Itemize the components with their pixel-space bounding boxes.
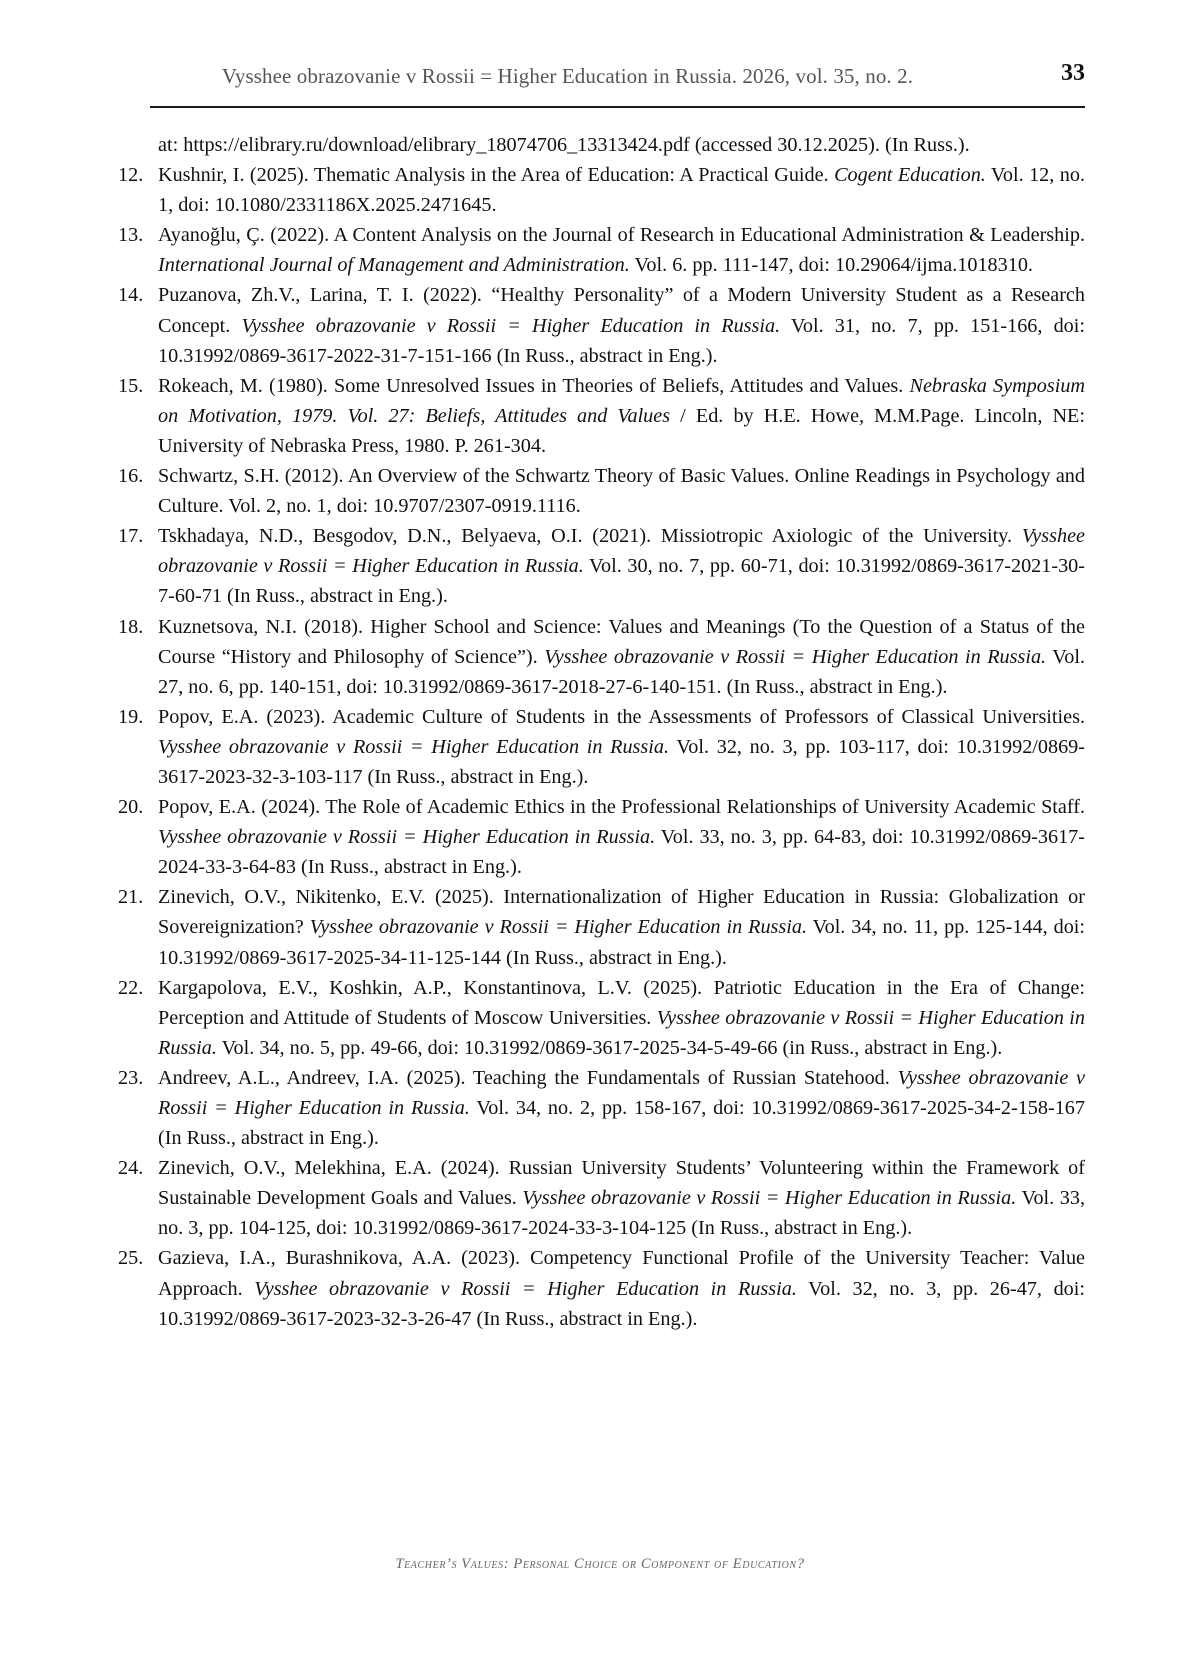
reference-segment: Vol. 32, no. 3, pp. 26-47, doi: 10.31992/0869-3617-2023-32-3-26-47 (In Russ., abstract in Eng.). [158, 1277, 1085, 1330]
reference-segment: Vol. 34, no. 2, pp. 158-167, doi: 10.31992/0869-3617-2025-34-2-158-167 (In Russ., abstract in Eng.). [158, 1097, 1085, 1150]
reference-item [118, 280, 1085, 370]
reference-text [158, 702, 1085, 792]
reference-segment: Andreev, A.L., Andreev, I.A. (2025). Teaching the Fundamentals of Russian Statehood. [158, 1066, 898, 1089]
reference-item [118, 461, 1085, 521]
reference-segment: Zinevich, O.V., Melekhina, E.A. (2024). Russian University Students’ Volunteering within the Framework of Sustainable Development Goals and Values. [158, 1157, 1085, 1210]
reference-number: 18. [118, 615, 144, 638]
running-footer: Teacher’s Values: Personal Choice or Component of Education? [395, 1556, 805, 1572]
reference-item [118, 702, 1085, 792]
reference-segment: Vol. 33, no. 3, pp. 104-125, doi: 10.31992/0869-3617-2024-33-3-104-125 (In Russ., abstract in Eng.). [158, 1187, 1085, 1240]
journal-title: Vysshee obrazovanie v Rossii = Higher Education in Russia. 2026, vol. 35, no. 2. [221, 64, 914, 88]
reference-source-title: Vysshee obrazovanie v Rossii = Higher Education in Russia. [241, 314, 781, 337]
reference-text [158, 973, 1085, 1063]
reference-list [118, 130, 1085, 1334]
reference-segment: Vol. 33, no. 3, pp. 64-83, doi: 10.31992/0869-3617-2024-33-3-64-83 (In Russ., abstract in Eng.). [158, 826, 1085, 879]
reference-number: 23. [118, 1066, 144, 1089]
reference-source-title: Vysshee obrazovanie v Rossii = Higher Education in Russia. [158, 826, 656, 849]
reference-segment: at: https://elibrary.ru/download/elibrary_18074706_13313424.pdf (accessed 30.12.2025). (In Russ.). [158, 134, 970, 156]
reference-item [118, 1153, 1085, 1243]
reference-segment: Vol. 34, no. 11, pp. 125-144, doi: 10.31992/0869-3617-2025-34-11-125-144 (In Russ., abstract in Eng.). [158, 916, 1086, 969]
reference-number: 21. [118, 886, 144, 909]
reference-source-title: Nebraska Symposium on Motivation, 1979. Vol. 27: Beliefs, Attitudes and Values [158, 374, 1085, 427]
reference-item [118, 371, 1085, 461]
reference-source-title: International Journal of Management and Administration. [158, 254, 630, 277]
reference-source-title: Vysshee obrazovanie v Rossii = Higher Education in Russia. [158, 525, 1085, 578]
reference-number: 17. [118, 525, 144, 548]
reference-number: 16. [118, 465, 144, 488]
reference-text [158, 792, 1085, 882]
reference-source-title: Vysshee obrazovanie v Rossii = Higher Education in Russia. [544, 645, 1047, 668]
reference-source-title: Vysshee obrazovanie v Rossii = Higher Education in Russia. [158, 1006, 1085, 1059]
reference-item [118, 220, 1085, 280]
reference-text [158, 521, 1085, 611]
reference-item [118, 882, 1085, 972]
reference-segment: Kargapolova, E.V., Koshkin, A.P., Konstantinova, L.V. (2025). Patriotic Education in the Era of Change: Perception and Attitude of Students of Moscow Universities. [158, 976, 1085, 1029]
page-number: 33 [1061, 60, 1085, 86]
reference-number: 15. [118, 374, 144, 397]
reference-text [158, 1063, 1085, 1153]
reference-text [158, 1243, 1085, 1333]
reference-text [158, 160, 1085, 220]
reference-number: 19. [118, 705, 144, 728]
reference-segment: Puzanova, Zh.V., Larina, T. I. (2022). “Healthy Personality” of a Modern University Student as a Research Concept. [158, 284, 1085, 337]
reference-number [118, 130, 158, 160]
reference-number: 20. [118, 796, 144, 819]
reference-segment: Tskhadaya, N.D., Besgodov, D.N., Belyaeva, O.I. (2021). Missiotropic Axiologic of the University. [158, 525, 1022, 548]
reference-number: 12. [118, 164, 144, 187]
reference-segment: Kushnir, I. (2025). Thematic Analysis in the Area of Education: A Practical Guide. [158, 164, 835, 187]
reference-segment: Vol. 32, no. 3, pp. 103-117, doi: 10.31992/0869-3617-2023-32-3-103-117 (In Russ., abstract in Eng.). [158, 735, 1085, 788]
reference-segment: Rokeach, M. (1980). Some Unresolved Issues in Theories of Beliefs, Attitudes and Values. [158, 374, 910, 397]
reference-segment: Vol. 34, no. 5, pp. 49-66, doi: 10.31992/0869-3617-2025-34-5-49-66 (in Russ., abstract in Eng.). [216, 1036, 1003, 1059]
reference-source-title: Cogent Education. [834, 164, 986, 187]
reference-segment: Vol. 27, no. 6, pp. 140-151, doi: 10.31992/0869-3617-2018-27-6-140-151. (In Russ., abstract in Eng.). [158, 645, 1085, 698]
reference-number: 13. [118, 224, 144, 247]
reference-item [118, 1243, 1085, 1333]
reference-number: 25. [118, 1247, 144, 1270]
reference-segment: Vol. 31, no. 7, pp. 151-166, doi: 10.31992/0869-3617-2022-31-7-151-166 (In Russ., abstract in Eng.). [158, 314, 1085, 367]
reference-segment: Gazieva, I.A., Burashnikova, A.A. (2023). Competency Functional Profile of the University Teacher: Value Approach. [158, 1247, 1085, 1300]
reference-segment: Ayanoğlu, Ç. (2022). A Content Analysis on the Journal of Research in Educational Administration & Leadership. [158, 224, 1085, 247]
reference-text [158, 220, 1085, 280]
reference-item [118, 1063, 1085, 1153]
reference-item [118, 792, 1085, 882]
reference-item [118, 130, 1085, 160]
reference-source-title: Vysshee obrazovanie v Rossii = Higher Education in Russia. [254, 1277, 797, 1300]
reference-item [118, 160, 1085, 220]
reference-text [158, 130, 1085, 160]
reference-text [158, 280, 1085, 370]
reference-segment: Vol. 12, no. 1, doi: 10.1080/2331186X.2025.2471645. [158, 164, 1085, 217]
reference-text [158, 882, 1085, 972]
reference-text [158, 612, 1085, 702]
reference-segment: Vol. 6. pp. 111-147, doi: 10.29064/ijma.1018310. [629, 254, 1033, 277]
reference-source-title: Vysshee obrazovanie v Rossii = Higher Education in Russia. [522, 1187, 1017, 1210]
reference-text [158, 371, 1085, 461]
reference-segment: Zinevich, O.V., Nikitenko, E.V. (2025). Internationalization of Higher Education in Russia: Globalization or Sovereignization? [158, 886, 1085, 939]
reference-segment: Schwartz, S.H. (2012). An Overview of the Schwartz Theory of Basic Values. Online Readings in Psychology and Culture. Vol. 2, no. 1, doi: 10.9707/2307-0919.1116. [158, 465, 1085, 518]
reference-segment: Kuznetsova, N.I. (2018). Higher School and Science: Values and Meanings (To the Question of a Status of the Course “History and Philosophy of Science”). [158, 615, 1085, 668]
reference-segment: Vol. 30, no. 7, pp. 60-71, doi: 10.31992/0869-3617-2021-30-7-60-71 (In Russ., abstract in Eng.). [158, 555, 1085, 608]
reference-number: 24. [118, 1157, 144, 1180]
reference-segment: / Ed. by H.E. Howe, M.M.Page. Lincoln, NE: University of Nebraska Press, 1980. P. 261-304. [158, 404, 1085, 457]
reference-item [118, 612, 1085, 702]
reference-item [118, 521, 1085, 611]
reference-source-title: Vysshee obrazovanie v Rossii = Higher Education in Russia. [158, 735, 670, 758]
reference-text [158, 1153, 1085, 1243]
reference-source-title: Vysshee obrazovanie v Rossii = Higher Education in Russia. [309, 916, 808, 939]
reference-item [118, 973, 1085, 1063]
reference-source-title: Vysshee obrazovanie v Rossii = Higher Education in Russia. [158, 1066, 1085, 1119]
reference-number: 22. [118, 976, 144, 999]
reference-segment: Popov, E.A. (2024). The Role of Academic Ethics in the Professional Relationships of University Academic Staff. [158, 796, 1085, 819]
reference-segment: Popov, E.A. (2023). Academic Culture of Students in the Assessments of Professors of Classical Universities. [158, 705, 1085, 728]
reference-text [158, 461, 1085, 521]
reference-number: 14. [118, 284, 144, 307]
page-header [150, 56, 1085, 108]
